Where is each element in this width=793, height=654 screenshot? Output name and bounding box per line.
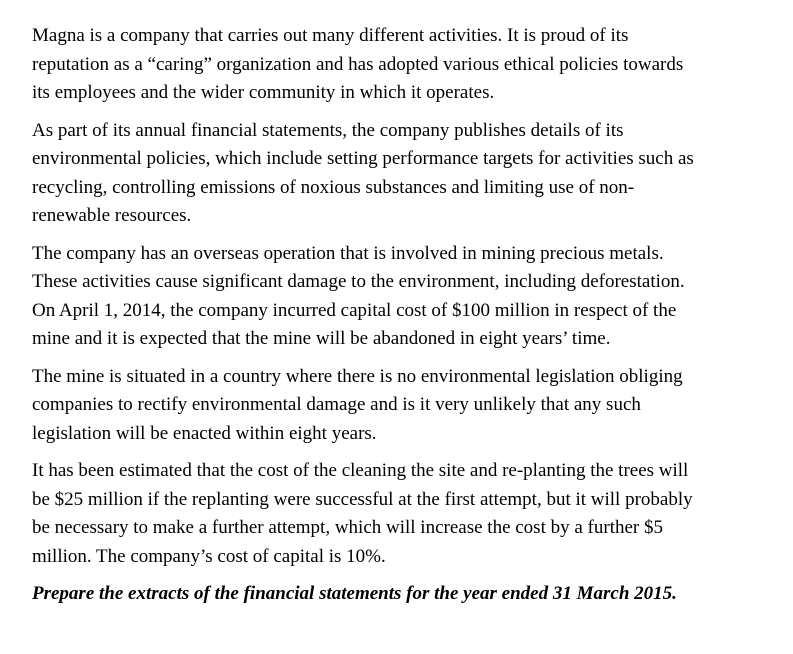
text-line: million. The company’s cost of capital is 10%.: [32, 545, 386, 567]
text-line: reputation as a “caring” organization and has adopted various ethical policies towards: [32, 53, 684, 75]
text-line: The company has an overseas operation that is involved in mining precious metals.: [32, 242, 664, 264]
question-instruction: Prepare the extracts of the financial statements for the year ended 31 March 2015.: [32, 583, 677, 604]
text-line: renewable resources.: [32, 205, 192, 226]
paragraph-overseas-operation: [32, 240, 784, 354]
paragraph-legislation: [32, 363, 784, 449]
text-line: environmental policies, which include setting performance targets for activities such as: [32, 148, 694, 169]
text-line: recycling, controlling emissions of noxious substances and limiting use of non-: [32, 176, 635, 198]
text-line: companies to rectify environmental damage and is it very unlikely that any such: [32, 394, 641, 415]
document-body: [32, 22, 784, 609]
text-line: mine and it is expected that the mine will be abandoned in eight years’ time.: [32, 328, 611, 349]
text-line: It has been estimated that the cost of the cleaning the site and re-planting the trees will: [32, 460, 689, 481]
text-line: The mine is situated in a country where there is no environmental legislation obliging: [32, 365, 683, 387]
text-line: be $25 million if the replanting were successful at the first attempt, but it will probably: [32, 488, 693, 510]
text-line: its employees and the wider community in which it operates.: [32, 82, 495, 103]
text-line: These activities cause significant damage to the environment, including deforestation.: [32, 271, 685, 292]
text-line: As part of its annual financial statements, the company publishes details of its: [32, 119, 624, 141]
paragraph-intro: [32, 22, 784, 108]
paragraph-environmental-policies: [32, 117, 784, 231]
text-line: legislation will be enacted within eight years.: [32, 422, 377, 444]
text-line: be necessary to make a further attempt, which will increase the cost by a further $5: [32, 517, 663, 538]
text-line: Magna is a company that carries out many different activities. It is proud of its: [32, 25, 629, 46]
text-line: On April 1, 2014, the company incurred capital cost of $100 million in respect of the: [32, 299, 677, 321]
paragraph-cost-estimate: [32, 457, 784, 571]
